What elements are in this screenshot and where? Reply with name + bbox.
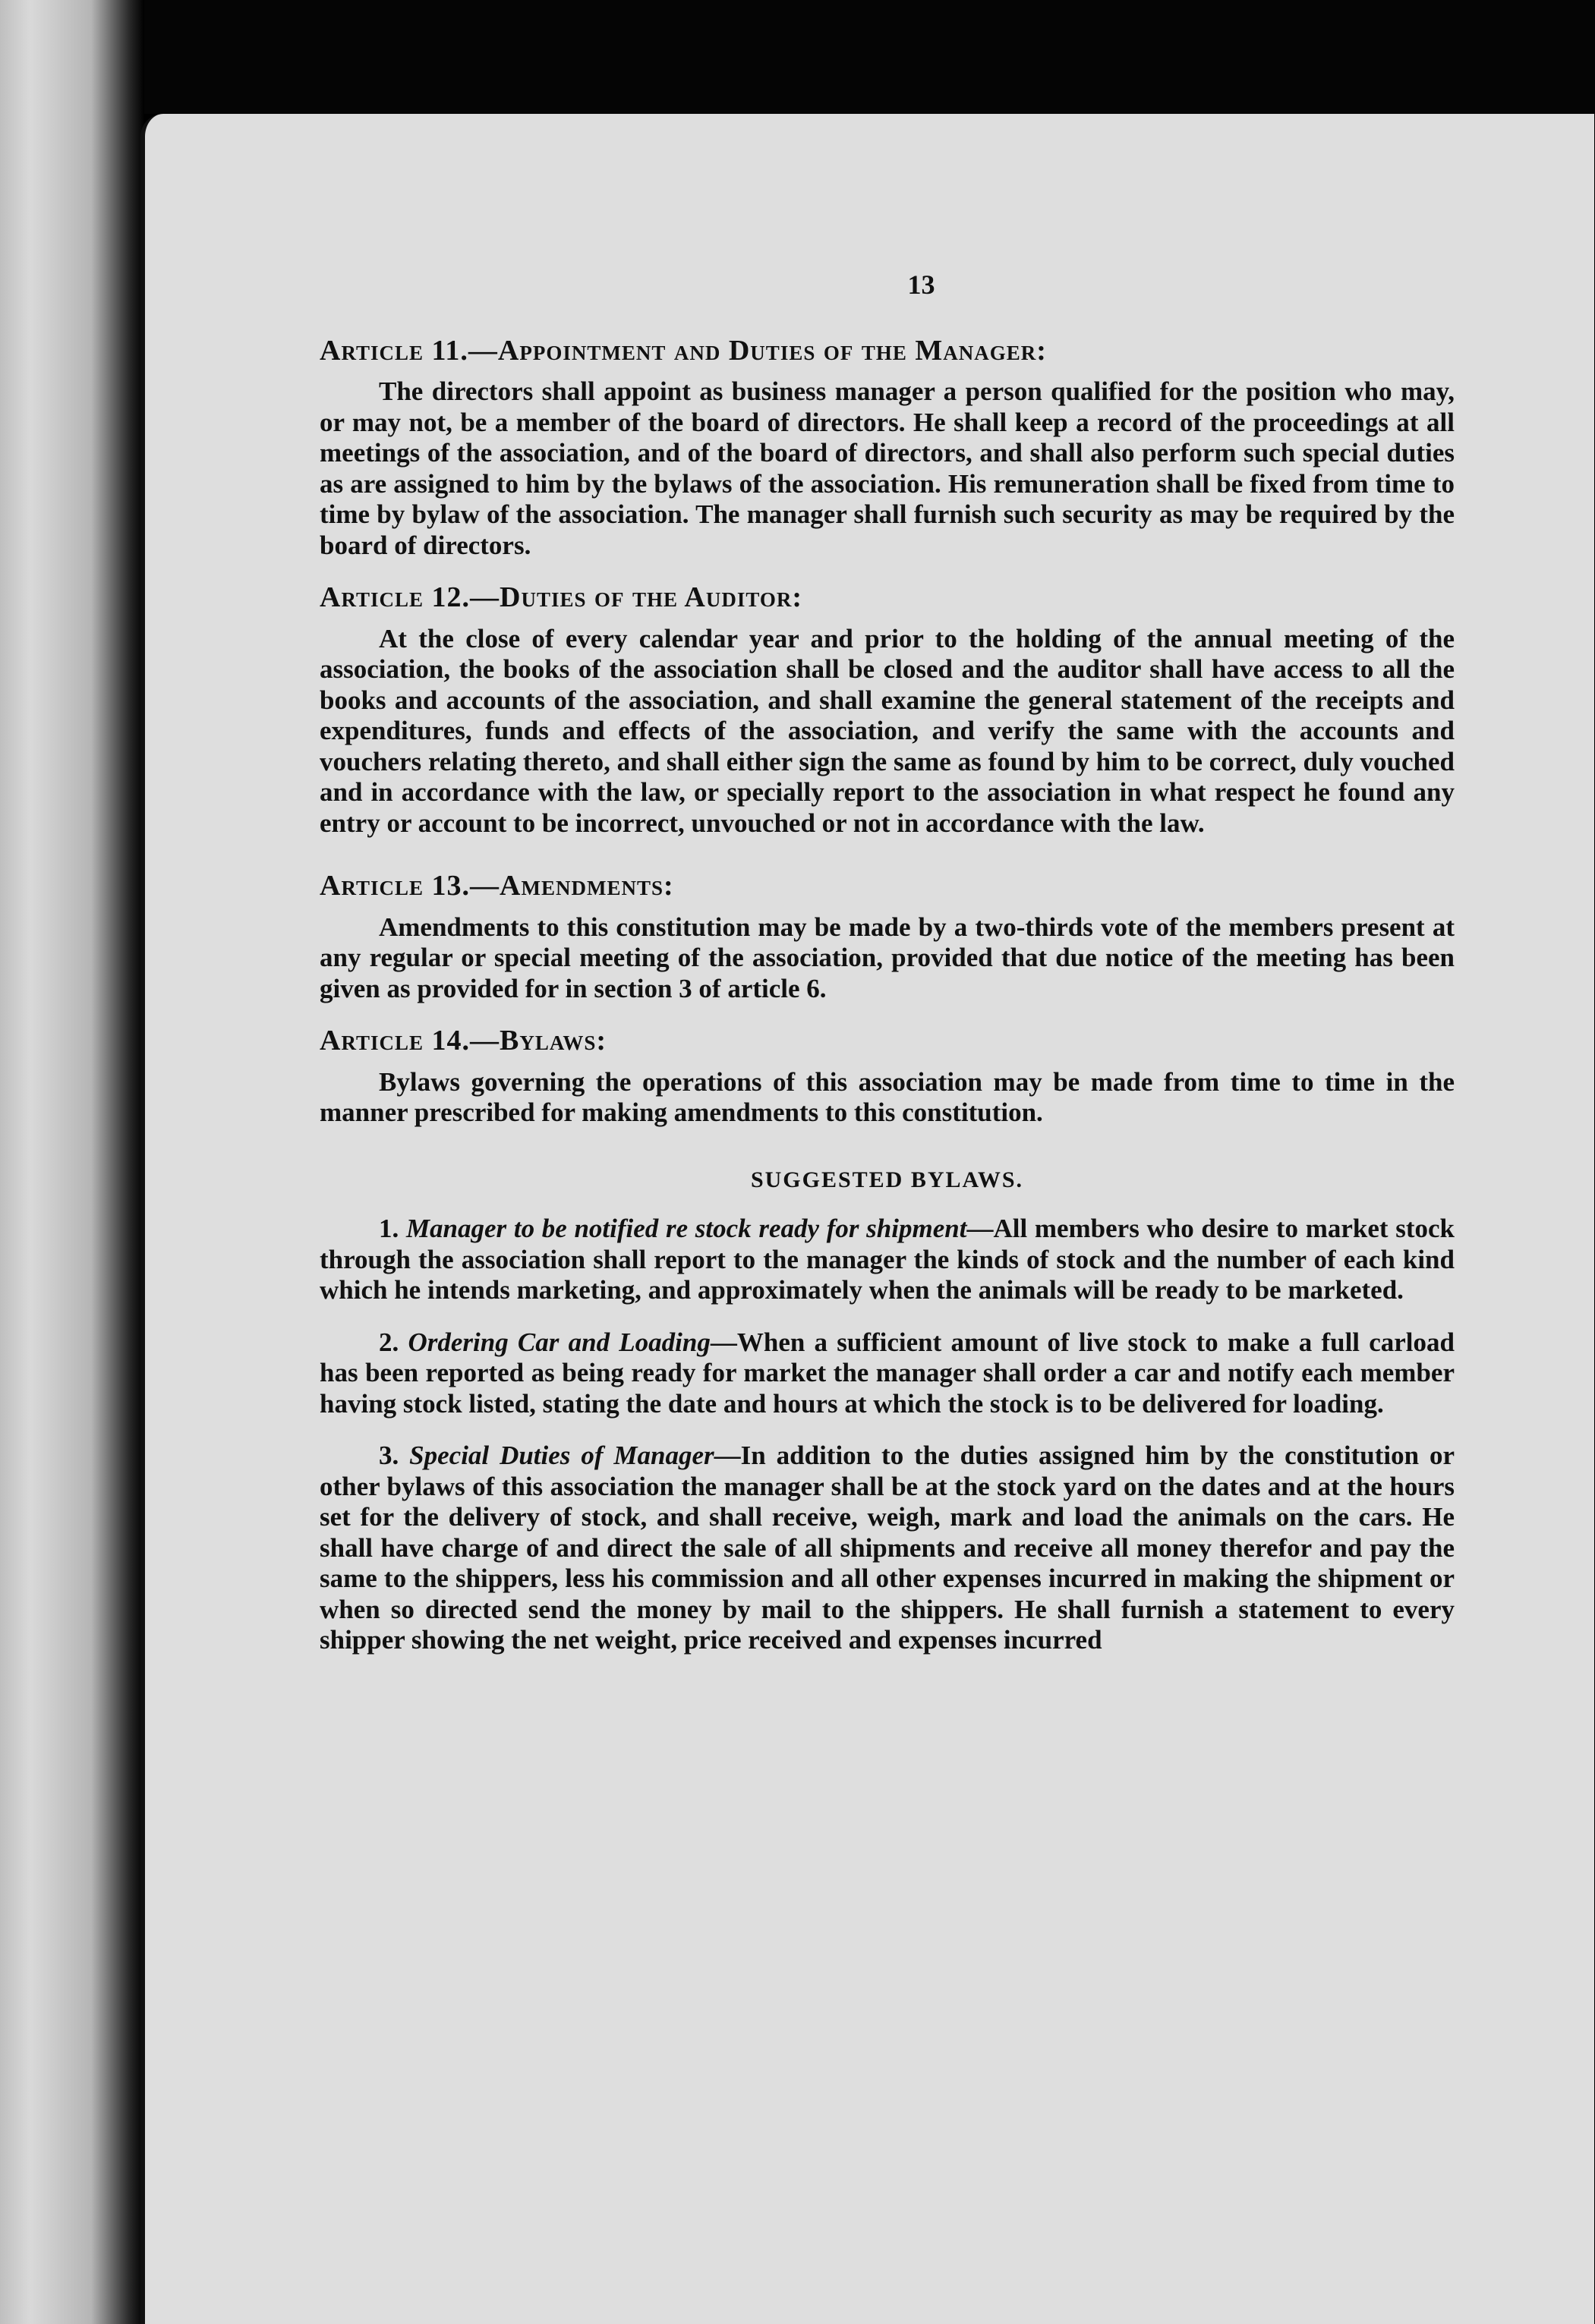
article-11-heading: Article 11.—Appointment and Duties of the Manager: xyxy=(320,334,1047,367)
bylaw-2-text: —When a sufficient amount of live stock to make a full carload has been reported as being ready for market the manager shall order a car and notify each member having stock listed, stating the date and hours at which the stock is to be delivered for loading. xyxy=(320,1327,1455,1419)
bylaw-3-number: 3. xyxy=(379,1441,399,1470)
scan-background-top xyxy=(0,0,1595,114)
bylaw-3 xyxy=(320,1441,1455,1656)
article-13-text: Amendments to this constitution may be made by a two-thirds vote of the members present at any regular or special meeting of the association, provided that due notice of the meeting has been given as provided for in section 3 of article 6. xyxy=(320,912,1455,1003)
article-12-text: At the close of every calendar year and prior to the holding of the annual meeting of the association, the books of the association shall be closed and the auditor shall have access to all the books and accounts of the association, and shall examine the general statement of the receipts and expenditures, funds and effects of the association, and verify the same with the accounts and vouchers relating thereto, and shall either sign the same as found by him to be correct, duly vouched and in accordance with the law, or specially report to the association in what respect he found any entry or account to be incorrect, unvouched or not in accordance with the law. xyxy=(320,623,1455,838)
article-12-heading: Article 12.—Duties of the Auditor: xyxy=(320,581,803,613)
article-14-text: Bylaws governing the operations of this association may be made from time to time in the manner prescribed for making amendments to this constitution. xyxy=(320,1066,1455,1127)
bylaws-title: SUGGESTED BYLAWS. xyxy=(750,1167,1024,1192)
bylaw-1-title: Manager to be notified re stock ready for shipment xyxy=(405,1214,967,1243)
article-14-heading: Article 14.—Bylaws: xyxy=(320,1025,607,1057)
bylaw-2-title: Ordering Car and Loading xyxy=(408,1327,711,1357)
document-page xyxy=(140,114,1594,2324)
bylaw-1 xyxy=(320,1214,1455,1306)
bylaw-1-number: 1. xyxy=(379,1214,399,1243)
scan-left-edge xyxy=(0,0,144,2324)
bylaw-1-text: —All members who desire to market stock through the association shall report to the manager the kinds of stock and the number of each kind which he intends marketing, and approximately when the animals will be ready to be marketed. xyxy=(320,1214,1455,1305)
page-number: 13 xyxy=(907,269,935,300)
article-13-heading: Article 13.—Amendments: xyxy=(320,870,674,902)
bylaw-3-title: Special Duties of Manager xyxy=(409,1441,714,1470)
bylaw-2 xyxy=(320,1327,1455,1420)
page-content xyxy=(320,269,1455,1677)
bylaw-3-text: —In addition to the duties assigned him by the constitution or other bylaws of this association the manager shall be at the stock yard on the dates and at the hours set for the delivery of stock, and shall receive, weigh, mark and load the animals on the cars. He shall have charge of and direct the sale of all shipments and receive all money therefor and pay the same to the shippers, less his commission and all other expenses incurred in making the shipment or when so directed send the money by mail to the shippers. He shall furnish a statement to every shipper showing the net weight, price received and expenses incurred xyxy=(320,1441,1455,1655)
bylaw-2-number: 2. xyxy=(379,1327,399,1357)
article-11-text: The directors shall appoint as business manager a person qualified for the position who may, or may not, be a member of the board of directors. He shall keep a record of the proceedings at all meetings of the association, and of the board of directors, and shall also perform such special duties as are assigned to him by the bylaws of the association. His remuneration shall be fixed from time to time by bylaw of the association. The manager shall furnish such security as may be required by the board of directors. xyxy=(320,376,1455,560)
